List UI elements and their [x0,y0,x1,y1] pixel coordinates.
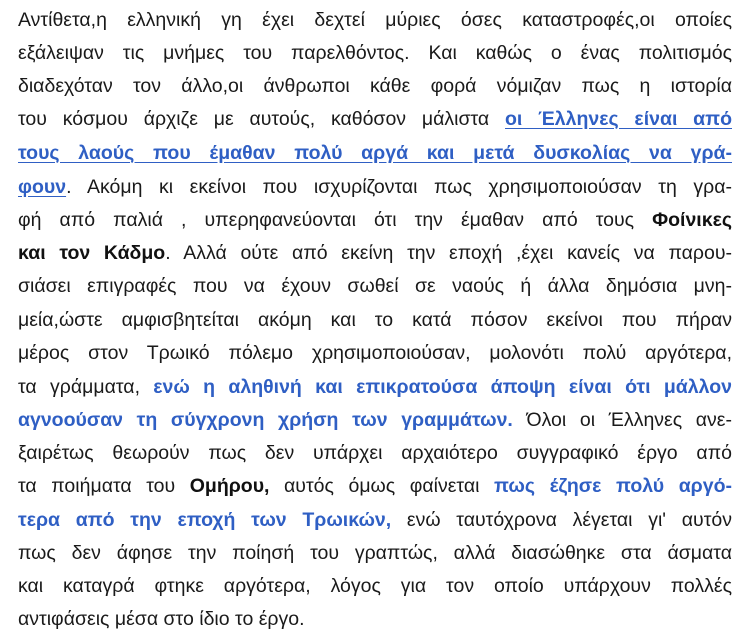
blue-emphasis: τερα από την εποχή των Τρωικών, [18,509,392,531]
text-segment: εξάλειψαν τις μνήμες του παρελθόντος. Και καθώς ο ένας πολιτισμός [18,42,732,64]
text-segment: αντιφάσεις μέσα στο ίδιο το έργο. [18,608,305,630]
blue-emphasis: ενώ η αληθινή και επικρατούσα άποψη είναι ότι μάλλον [153,376,733,398]
text-segment: διαδεχόταν τον άλλο,οι άνθρωποι κάθε φορά νόμιζαν πως η ιστορία [18,75,732,97]
text-segment: αυτός όμως φαίνεται [269,475,495,497]
text-line [18,205,732,235]
text-segment: ενώ ταυτόχρονα λέγεται γι' αυτόν [391,509,732,531]
text-line [18,238,732,268]
text-line [18,505,732,535]
text-segment: φή από παλιά , υπερηφανεύονται ότι την έμαθαν από τους [18,209,653,231]
text-segment: και καταγρά φτηκε αργότερα, λόγος για τον οποίο υπάρχουν πολλές [18,575,732,597]
text-segment: Αντίθετα,η ελληνική γη έχει δεχτεί μύριες όσες καταστροφές,οι οποίες [18,9,732,31]
text-segment: σιάσει επιγραφές που να έχουν σωθεί σε ναούς ή άλλα δημόσια μνη- [18,275,732,297]
bold-term: Φοίνικες [652,209,732,231]
text-line [18,338,732,368]
text-line [18,172,732,202]
text-line [18,538,732,568]
text-line [18,471,732,501]
blue-emphasis: αγνοούσαν τη σύγχρονη χρήση των γραμμάτων. [18,409,513,431]
text-line [18,71,732,101]
bold-term: Ομήρου, [189,475,270,497]
text-line [18,104,732,134]
text-line [18,38,732,68]
text-line [18,372,732,402]
text-line [18,271,732,301]
text-segment: Όλοι οι Έλληνες ανε- [512,409,732,431]
text-line [18,571,732,601]
text-segment: τα ποιήματα του [18,475,190,497]
text-segment: τα γράμματα, [18,376,154,398]
bold-term: και τον Κάδμο [18,242,166,264]
text-line [18,438,732,468]
text-segment: ξαιρέτως θεωρούν πως δεν υπάρχει αρχαιότερο συγγραφικό έργο από [18,442,732,464]
text-segment: πως δεν άφησε την ποίησή του γραπτώς, αλλά διασώθηκε στα άσματα [18,542,732,564]
text-segment: . Ακόμη κι εκείνοι που ισχυρίζονται πως χρησιμοποιούσαν τη γρα- [66,176,732,198]
text-segment: . Αλλά ούτε από εκείνη την εποχή ,έχει κανείς να παρου- [165,242,732,264]
underlined-emphasis-link[interactable]: τους λαούς που έμαθαν πολύ αργά και μετά δυσκολίας να γρά- [18,142,732,164]
text-segment: μεία,ώστε αμφισβητείται ακόμη και το κατά πόσον εκείνοι που πήραν [18,309,732,331]
text-line [18,405,732,435]
text-line-last [18,604,305,634]
underlined-emphasis-link[interactable]: οι Έλληνες είναι από [505,108,732,130]
text-line [18,5,732,35]
text-line [18,305,732,335]
underlined-emphasis-link[interactable]: φουν [18,176,67,198]
blue-emphasis: πως έζησε πολύ αργό- [494,475,732,497]
text-segment: του κόσμου άρχιζε με αυτούς, καθόσον μάλιστα [18,108,506,130]
text-line [18,138,732,168]
text-segment: μέρος στον Τρωικό πόλεμο χρησιμοποιούσαν, μολονότι πολύ αργότερα, [18,342,732,364]
